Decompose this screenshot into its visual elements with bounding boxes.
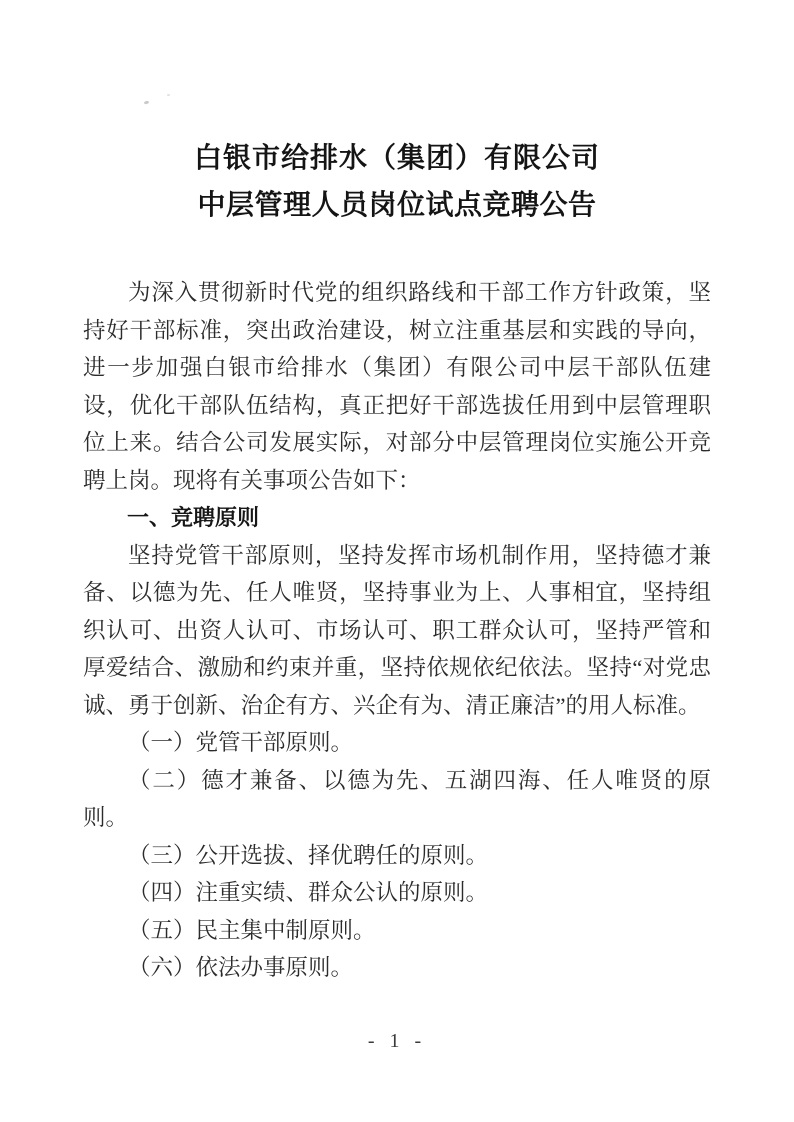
principles-paragraph: 坚持党管干部原则，坚持发挥市场机制作用，坚持德才兼备、以德为先、任人唯贤，坚持事业为上、人事相宜，坚持组织认可、出资人认可、市场认可、职工群众认可，坚持严管和厚爱结合、激励和约束并重，坚持依规依纪依法。坚持“对党忠诚、勇于创新、治企有方、兴企有为、清正廉洁”的用人标准。 (83, 542, 711, 718)
page-number: - 1 - (367, 1030, 427, 1052)
principle-item-5: （五）民主集中制原则。 (128, 917, 376, 943)
document-title-line2: 中层管理人员岗位试点竞聘公告 (197, 189, 597, 220)
document-title (0, 0, 794, 228)
document-title-line1: 白银市给排水（集团）有限公司 (193, 143, 600, 174)
section-heading-principles: 一、竞聘原则 (127, 505, 260, 530)
principle-item-3: （三）公开选拔、择优聘任的原则。 (128, 842, 489, 868)
scan-artifact-speck (167, 94, 170, 96)
principle-item-4: （四）注重实绩、群众公认的原则。 (128, 880, 489, 905)
principle-item-2: （二）德才兼备、以德为先、五湖四海、任人唯贤的原则。 (83, 767, 711, 830)
principles-list (83, 724, 711, 987)
document-body (83, 274, 711, 987)
principle-item-1: （一）党管干部原则。 (128, 730, 354, 755)
intro-paragraph: 为深入贯彻新时代党的组织路线和干部工作方针政策，坚持好干部标准，突出政治建设，树立注重基层和实践的导向，进一步加强白银市给排水（集团）有限公司中层干部队伍建设，优化干部队伍结构，真正把好干部选拔任用到中层管理职位上来。结合公司发展实际，对部分中层管理岗位实施公开竞聘上岗。现将有关事项公告如下： (83, 280, 711, 493)
principle-item-6: （六）依法办事原则。 (128, 955, 354, 980)
